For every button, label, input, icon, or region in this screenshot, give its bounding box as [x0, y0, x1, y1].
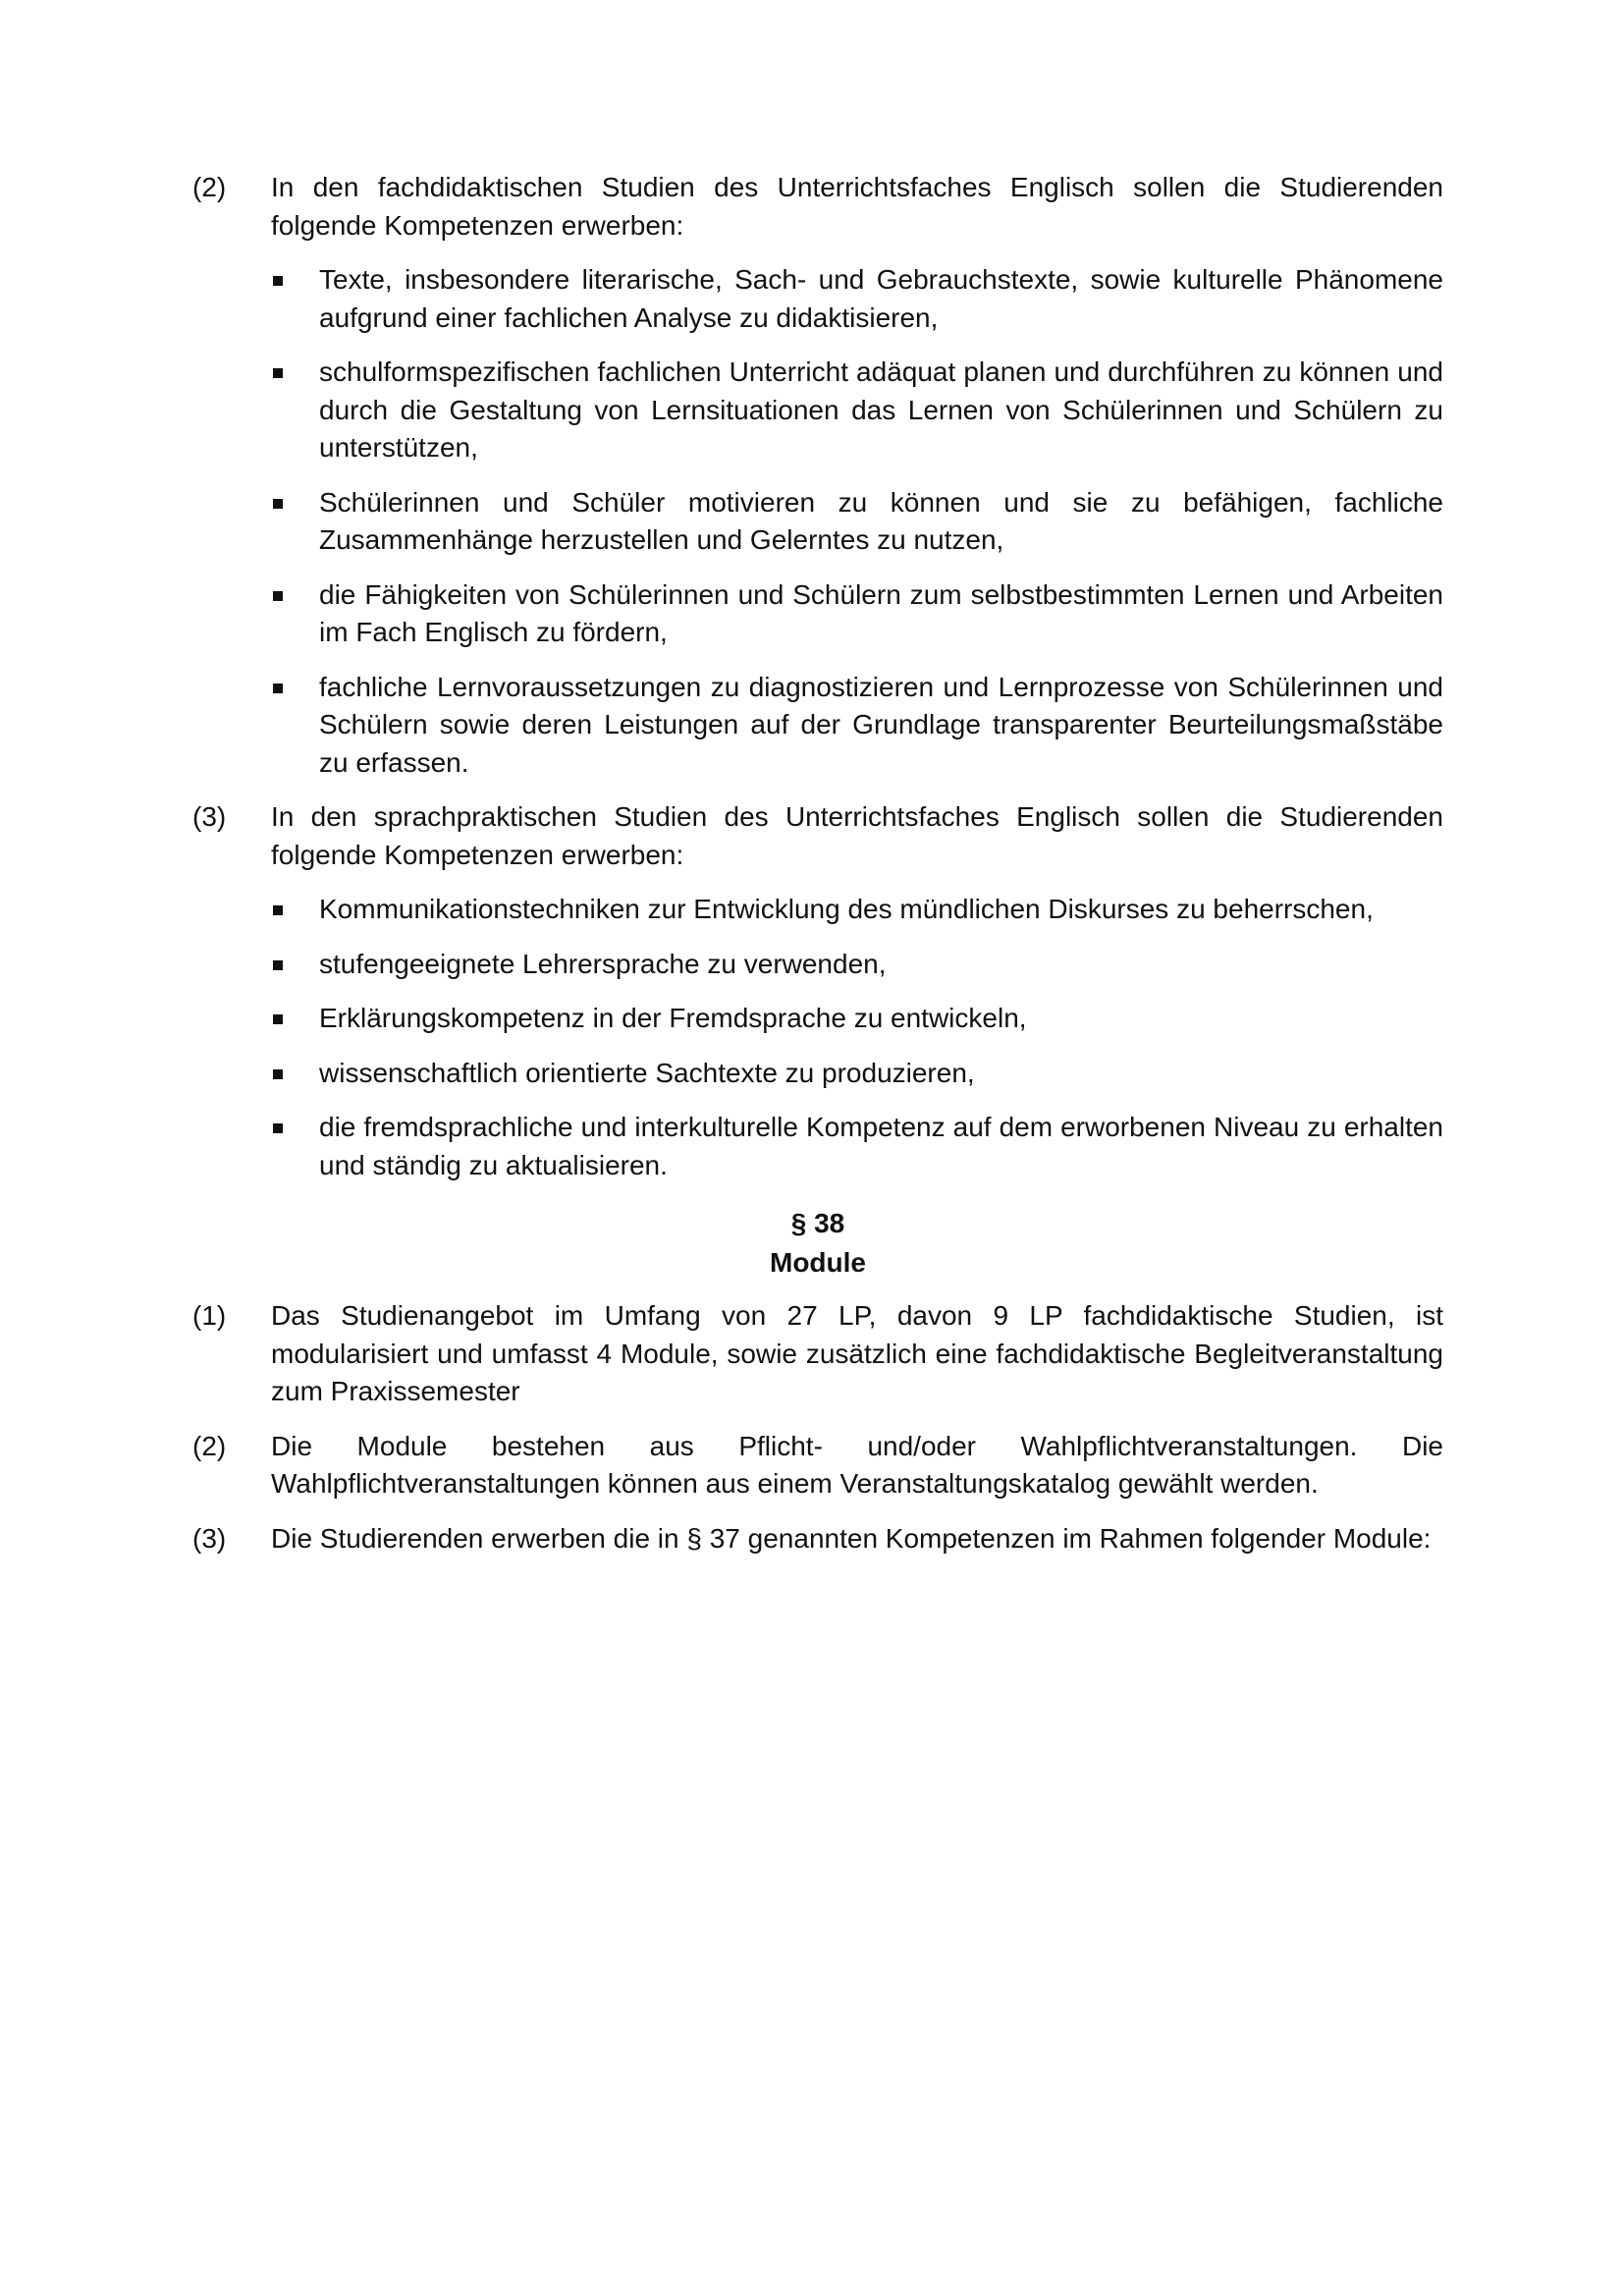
section-title: Module: [770, 1247, 866, 1278]
list-item-text: schulformspezifischen fachlichen Unterricht adäquat planen und durchführen zu können und durch die Gestaltung von Lernsituationen das Lernen von Schülerinnen und Schülern zu unterstützen,: [319, 356, 1443, 463]
bullet-square-icon: [273, 368, 283, 378]
bullet-square-icon: [273, 960, 283, 970]
paragraph-text: In den fachdidaktischen Studien des Unterrichtsfaches Englisch sollen die Studierenden folgende Kompetenzen erwerben:: [271, 172, 1443, 241]
list-item-text: wissenschaftlich orientierte Sachtexte zu produzieren,: [319, 1057, 975, 1088]
list-item-text: fachliche Lernvoraussetzungen zu diagnostizieren und Lernprozesse von Schülerinnen und Schülern sowie deren Leistungen auf der Grundlage transparenter Beurteilungsmaßstäbe zu erfassen.: [319, 671, 1443, 778]
bullet-square-icon: [273, 276, 283, 286]
section-number: § 38: [790, 1208, 845, 1238]
paragraph-text: Die Module bestehen aus Pflicht- und/oder Wahlpflichtveranstaltungen. Die Wahlpflichtveranstaltungen können aus einem Veranstaltungskatalog gewählt werden.: [271, 1430, 1443, 1499]
list-item: [271, 484, 1443, 560]
paragraph-38-1: [192, 1297, 1443, 1411]
list-item: [271, 669, 1443, 783]
bullet-square-icon: [273, 1014, 283, 1024]
list-item-text: die fremdsprachliche und interkulturelle Kompetenz auf dem erworbenen Niveau zu erhalten und ständig zu aktualisieren.: [319, 1112, 1443, 1180]
paragraph-number: (3): [192, 1522, 227, 1554]
paragraph-number: (1): [192, 1300, 227, 1331]
bullet-square-icon: [273, 1123, 283, 1133]
paragraph-text: Das Studienangebot im Umfang von 27 LP, davon 9 LP fachdidaktische Studien, ist modularisiert und umfasst 4 Module, sowie zusätzlich eine fachdidaktische Begleitveranstaltung zum Praxissemester: [271, 1300, 1443, 1406]
paragraph-38-2: [192, 1428, 1443, 1503]
paragraph-text: In den sprachpraktischen Studien des Unterrichtsfaches Englisch sollen die Studierenden folgende Kompetenzen erwerben:: [271, 801, 1443, 870]
section-heading: [192, 1204, 1443, 1283]
bullet-square-icon: [273, 499, 283, 509]
paragraph-37-2: [192, 169, 1443, 782]
list-item: [271, 1055, 1443, 1093]
list-item: [271, 946, 1443, 984]
list-item-text: die Fähigkeiten von Schülerinnen und Schülern zum selbstbestimmten Lernen und Arbeiten im Fach Englisch zu fördern,: [319, 578, 1443, 647]
list-item-text: Erklärungskompetenz in der Fremdsprache zu entwickeln,: [319, 1003, 1027, 1033]
bullet-square-icon: [273, 905, 283, 915]
paragraph-number: (2): [192, 172, 227, 202]
paragraph-text: Die Studierenden erwerben die in § 37 genannten Kompetenzen im Rahmen folgender Module:: [271, 1522, 1432, 1554]
list-item-text: stufengeeignete Lehrersprache zu verwenden,: [319, 948, 887, 979]
list-item-text: Kommunikationstechniken zur Entwicklung des mündlichen Diskurses zu beherrschen,: [319, 894, 1374, 924]
bullet-list: [271, 891, 1443, 1184]
document-page: [192, 169, 1443, 1574]
list-item: [271, 261, 1443, 337]
paragraph-38-3: [192, 1520, 1443, 1558]
paragraph-37-3: [192, 798, 1443, 1184]
list-item: [271, 1109, 1443, 1184]
list-item: [271, 891, 1443, 929]
bullet-square-icon: [273, 683, 283, 693]
list-item-text: Schülerinnen und Schüler motivieren zu können und sie zu befähigen, fachliche Zusammenhänge herzustellen und Gelerntes zu nutzen,: [319, 486, 1443, 555]
bullet-square-icon: [273, 591, 283, 601]
bullet-list: [271, 261, 1443, 782]
paragraph-number: (3): [192, 801, 227, 832]
list-item: [271, 576, 1443, 652]
paragraph-number: (2): [192, 1430, 227, 1461]
list-item: [271, 354, 1443, 467]
list-item: [271, 1000, 1443, 1038]
list-item-text: Texte, insbesondere literarische, Sach- und Gebrauchstexte, sowie kulturelle Phänomene aufgrund einer fachlichen Analyse zu didaktisieren,: [319, 264, 1443, 333]
bullet-square-icon: [273, 1069, 283, 1079]
